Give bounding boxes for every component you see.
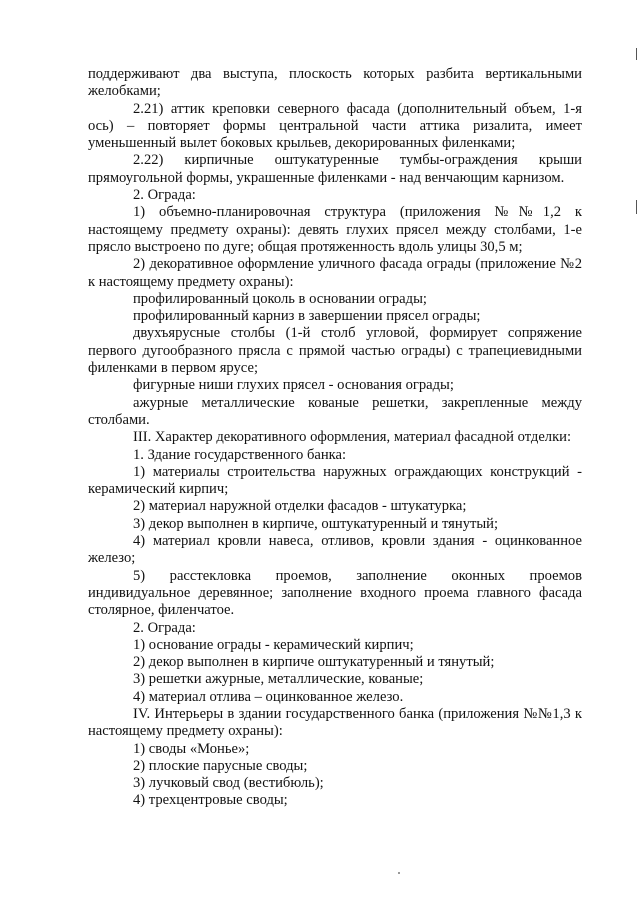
- document-paragraph: фигурные ниши глухих прясел - основания ограды;: [133, 377, 454, 394]
- document-body: [88, 66, 582, 810]
- document-paragraph: двухъярусные столбы (1-й столб угловой, формирует сопряжение первого дугообразного прясла с прямой частью ограды) с трапециевидными филенками в первом ярусе;: [88, 325, 582, 377]
- document-paragraph: 1. Здание государственного банка:: [133, 446, 347, 463]
- document-paragraph: 2.21) аттик креповки северного фасада (дополнительный объем, 1-я ось) – повторяет формы центральной части аттика ризалита, имеет уменьшенный вылет боковых крыльев, декорированных филенками;: [88, 100, 582, 152]
- document-paragraph: 2. Ограда:: [133, 619, 196, 636]
- document-paragraph: 1) своды «Монье»;: [133, 740, 250, 757]
- document-paragraph: 1) объемно-планировочная структура (приложения №№1,2 к настоящему предмету охраны): девять глухих прясел между столбами, 1-е прясло выстроено по дуге; общая протяженность вдоль улицы 30,5 м;: [88, 204, 582, 255]
- scan-edge-mark: [636, 48, 637, 60]
- document-paragraph: III. Характер декоративного оформления, материал фасадной отделки:: [133, 429, 572, 446]
- document-paragraph: профилированный карниз в завершении прясел ограды;: [133, 308, 481, 325]
- document-paragraph: 5) расстекловка проемов, заполнение оконных проемов индивидуальное деревянное; заполнение входного проема главного фасада столярное, филенчатое.: [88, 567, 582, 619]
- document-paragraph: 2) плоские парусные своды;: [133, 757, 308, 774]
- document-paragraph: 2) декор выполнен в кирпиче оштукатуренный и тянутый;: [133, 654, 495, 671]
- document-paragraph: 2) материал наружной отделки фасадов - штукатурка;: [133, 498, 467, 515]
- scan-edge-mark: [636, 200, 637, 214]
- document-paragraph: 3) лучковый свод (вестибюль);: [133, 775, 324, 792]
- document-paragraph: 1) основание ограды - керамический кирпич;: [133, 636, 414, 653]
- document-paragraph: 2) декоративное оформление уличного фасада ограды (приложение №2 к настоящему предмету охраны):: [88, 256, 582, 290]
- document-paragraph: 4) материал кровли навеса, отливов, кровли здания - оцинкованное железо;: [88, 533, 582, 567]
- document-paragraph: 2.22) кирпичные оштукатуренные тумбы-ограждения крыши прямоугольной формы, украшенные филенками - над венчающим карнизом.: [88, 152, 582, 186]
- document-paragraph: 1) материалы строительства наружных ограждающих конструкций - керамический кирпич;: [88, 463, 582, 498]
- document-paragraph: 2. Ограда:: [133, 187, 196, 204]
- document-paragraph: профилированный цоколь в основании ограды;: [133, 290, 427, 307]
- document-paragraph: 3) декор выполнен в кирпиче, оштукатуренный и тянутый;: [133, 515, 499, 532]
- scan-speck: [398, 872, 400, 874]
- document-paragraph: поддерживают два выступа, плоскость которых разбита вертикальными желобками;: [88, 66, 582, 100]
- document-paragraph: 4) трехцентровые своды;: [133, 792, 288, 809]
- document-paragraph: 4) материал отлива – оцинкованное железо.: [133, 688, 404, 705]
- document-paragraph: ажурные металлические кованые решетки, закрепленные между столбами.: [88, 394, 582, 428]
- document-paragraph: IV. Интерьеры в здании государственного банка (приложения №№1,3 к настоящему предмету охраны):: [88, 705, 582, 740]
- document-paragraph: 3) решетки ажурные, металлические, кованые;: [133, 671, 424, 688]
